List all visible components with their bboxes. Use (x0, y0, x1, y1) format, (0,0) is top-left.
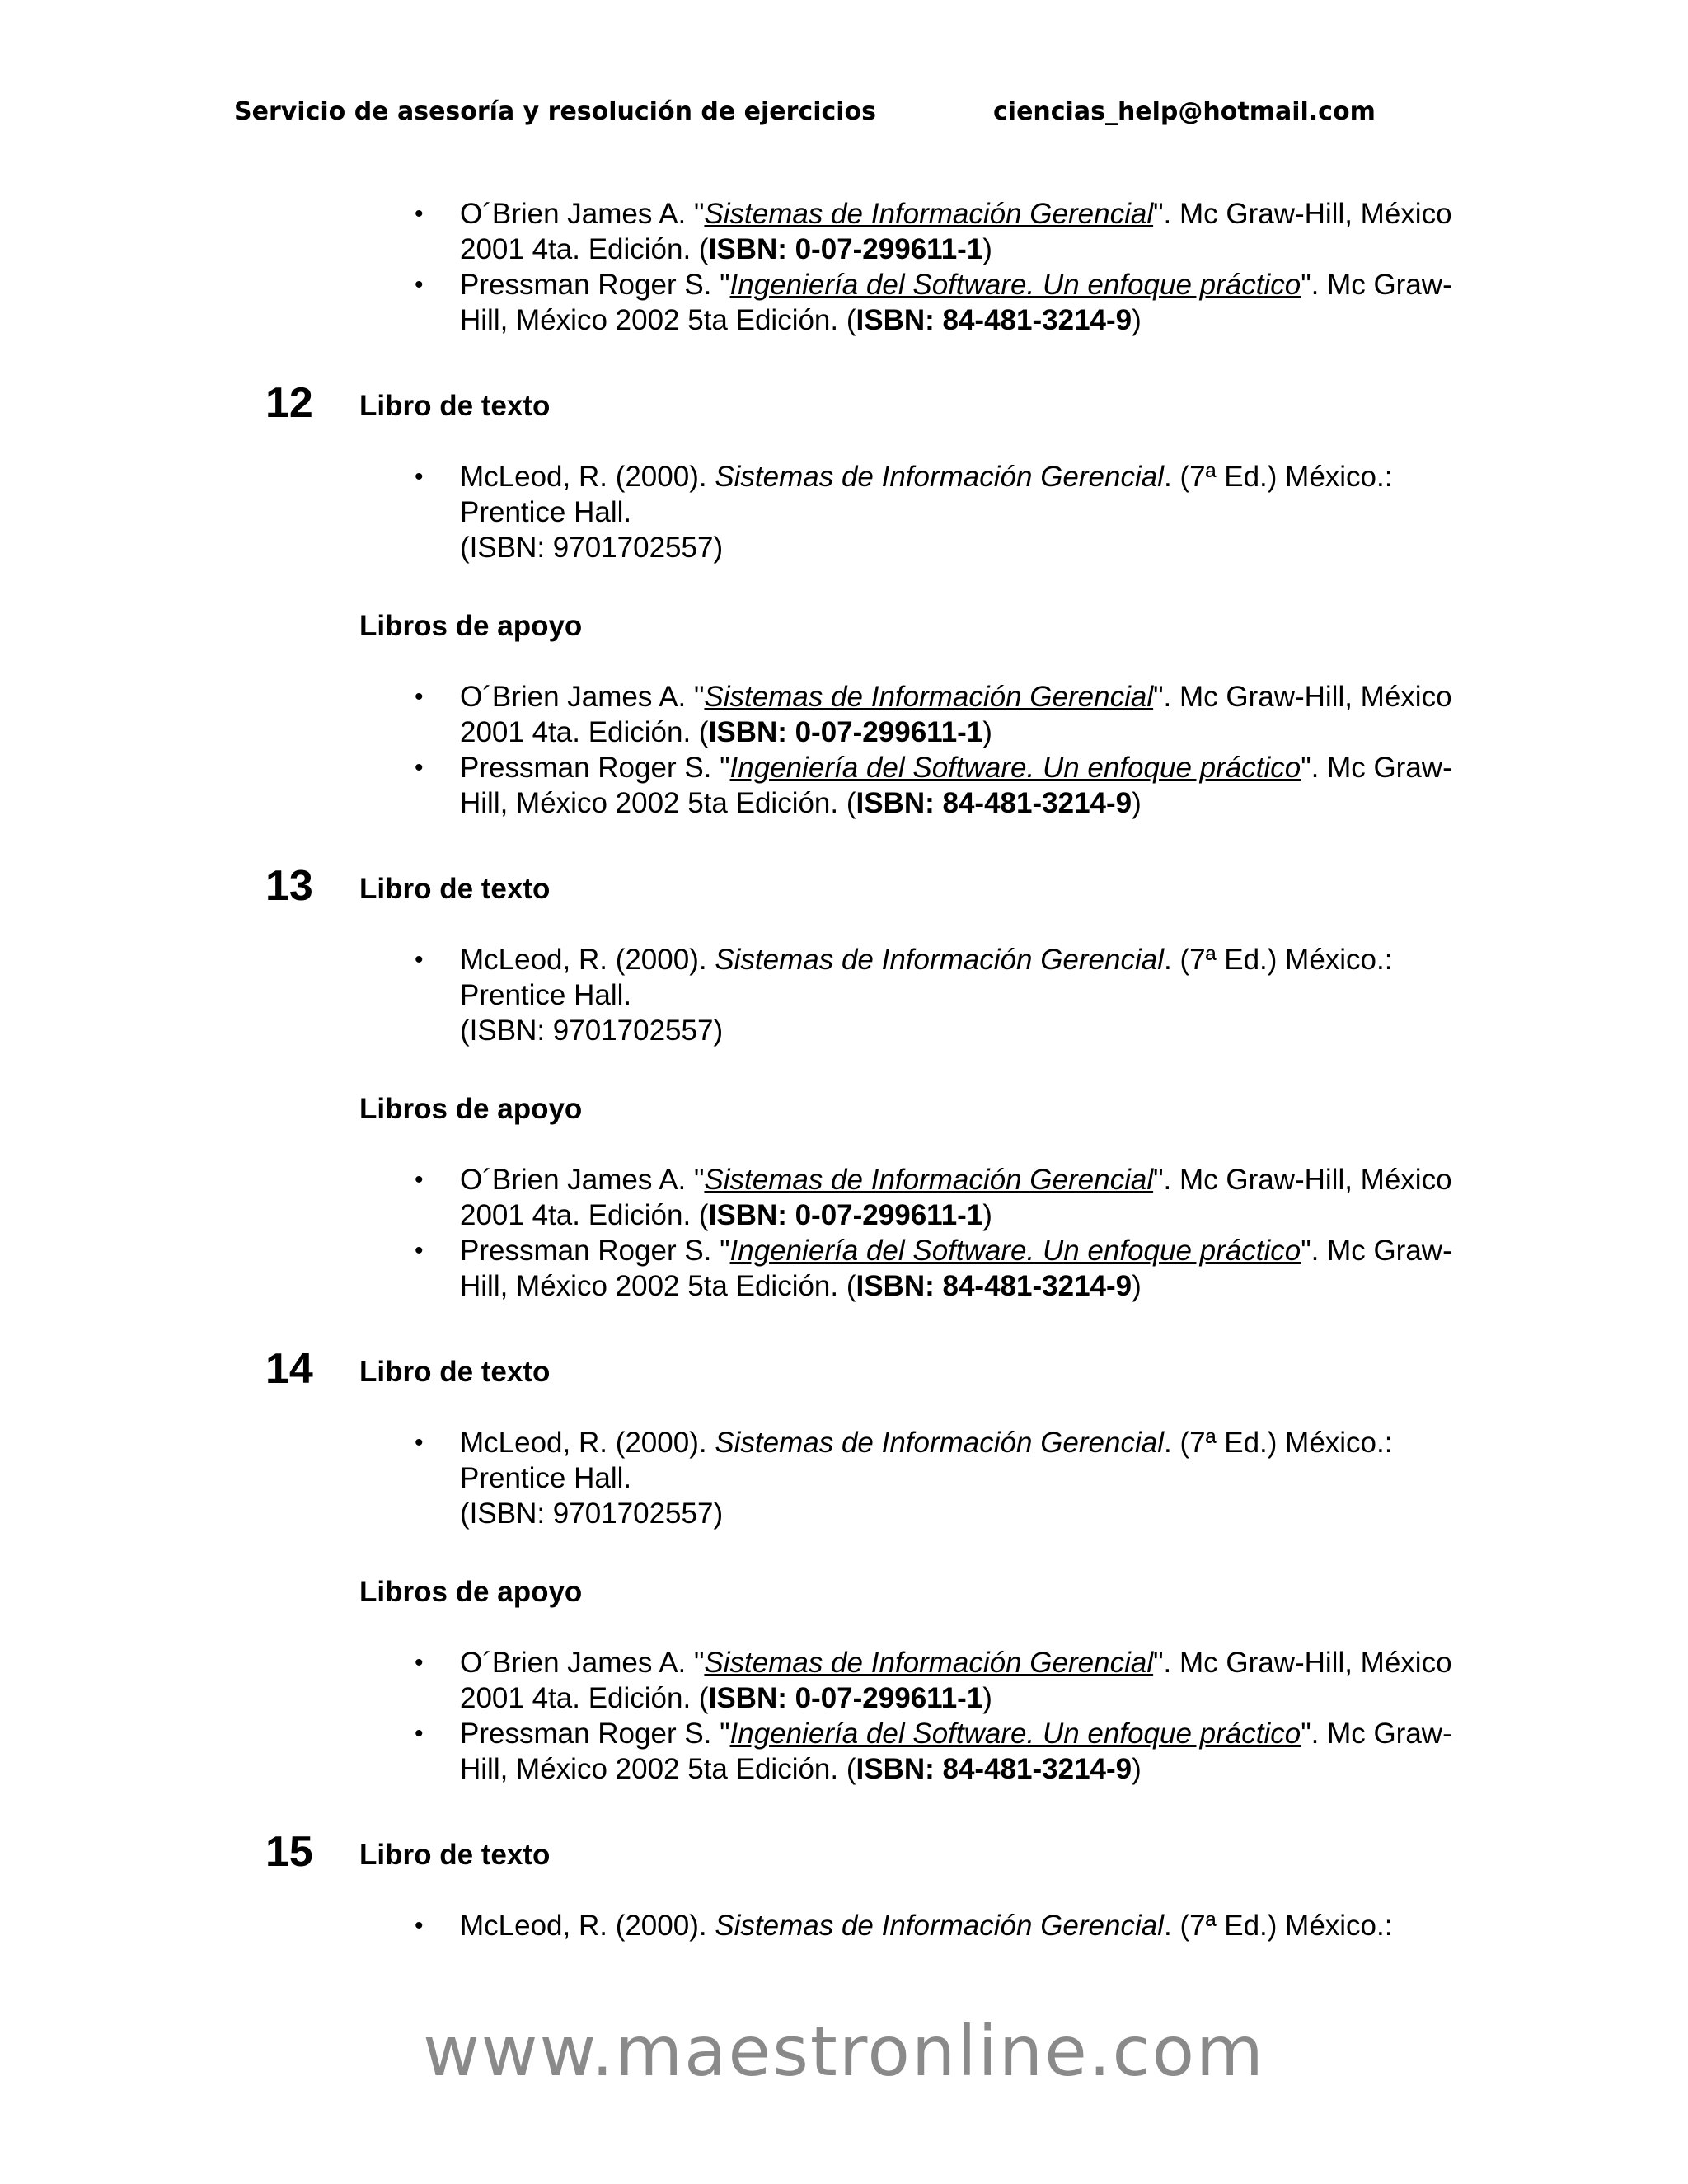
section-12 (0, 379, 1688, 821)
isbn: ISBN: 0-07-299611-1 (708, 716, 983, 748)
isbn: ISBN: 84-481-3214-9 (856, 1753, 1132, 1785)
texto-list (0, 942, 1688, 1048)
book-title: Ingeniería del Software. Un enfoque práctico (729, 269, 1301, 301)
libros-apoyo-heading: Libros de apoyo (359, 610, 583, 642)
apoyo-list (0, 196, 1688, 338)
isbn: ISBN: 84-481-3214-9 (856, 1270, 1132, 1302)
book-title: Sistemas de Información Gerencial (704, 1164, 1154, 1196)
section-number: 14 (265, 1345, 313, 1393)
libro-texto-heading: Libro de texto (359, 1356, 551, 1388)
apoyo-list (0, 1162, 1688, 1304)
section-13 (0, 862, 1688, 1304)
book-title: Sistemas de Información Gerencial (704, 198, 1154, 230)
book-title: Sistemas de Información Gerencial (715, 461, 1164, 493)
isbn: ISBN: 0-07-299611-1 (708, 233, 983, 265)
bullet: • (415, 754, 424, 781)
bullet: • (415, 1649, 424, 1676)
isbn: (ISBN: 9701702557) (460, 532, 724, 564)
section-number: 15 (265, 1828, 313, 1876)
bullet: • (415, 1912, 424, 1939)
apoyo-list (0, 1645, 1688, 1787)
section-number: 12 (265, 379, 313, 427)
header-email: ciencias_help@hotmail.com (993, 97, 1376, 126)
isbn: ISBN: 84-481-3214-9 (856, 304, 1132, 336)
book-title: Sistemas de Información Gerencial (704, 1647, 1154, 1679)
book-title: Sistemas de Información Gerencial (715, 1910, 1164, 1942)
isbn: (ISBN: 9701702557) (460, 1015, 724, 1047)
list-item: • Pressman Roger S. "Ingeniería del Software. Un enfoque práctico". Mc Graw-Hill, México 2002 5ta Edición. (ISBN: 84-481-3214-9) (415, 269, 1452, 336)
isbn: (ISBN: 9701702557) (460, 1497, 724, 1530)
isbn: ISBN: 0-07-299611-1 (708, 1199, 983, 1231)
texto-list (0, 1425, 1688, 1531)
list-item: • O´Brien James A. "Sistemas de Información Gerencial". Mc Graw-Hill, México 2001 4ta. Edición. (ISBN: 0-07-299611-1) (415, 198, 1452, 265)
list-item: • McLeod, R. (2000). Sistemas de Información Gerencial. (7ª Ed.) México.: Prentice Hall. (ISBN: 9701702557) (415, 461, 1393, 564)
bullet: • (415, 1166, 424, 1193)
list-item: • O´Brien James A. "Sistemas de Información Gerencial". Mc Graw-Hill, México 2001 4ta. Edición. (ISBN: 0-07-299611-1) (415, 1647, 1452, 1714)
bullet: • (415, 1237, 424, 1264)
list-item: • O´Brien James A. "Sistemas de Información Gerencial". Mc Graw-Hill, México 2001 4ta. Edición. (ISBN: 0-07-299611-1) (415, 681, 1452, 748)
list-item: • Pressman Roger S. "Ingeniería del Software. Un enfoque práctico". Mc Graw-Hill, México 2002 5ta Edición. (ISBN: 84-481-3214-9) (415, 1235, 1452, 1302)
libro-texto-heading: Libro de texto (359, 873, 551, 905)
list-item: • McLeod, R. (2000). Sistemas de Información Gerencial. (7ª Ed.) México.: (415, 1910, 1393, 1942)
section-number: 13 (265, 862, 313, 910)
bullet: • (415, 946, 424, 973)
list-item: • McLeod, R. (2000). Sistemas de Información Gerencial. (7ª Ed.) México.: Prentice Hall. (ISBN: 9701702557) (415, 944, 1393, 1047)
libro-texto-heading: Libro de texto (359, 1839, 551, 1871)
libro-texto-heading: Libro de texto (359, 390, 551, 422)
libros-apoyo-heading: Libros de apoyo (359, 1576, 583, 1608)
isbn: ISBN: 0-07-299611-1 (708, 1682, 983, 1714)
bullet: • (415, 271, 424, 298)
book-title: Ingeniería del Software. Un enfoque práctico (729, 752, 1301, 784)
bullet: • (415, 463, 424, 490)
footer-watermark: www.maestronline.com (423, 2011, 1265, 2092)
list-item: • McLeod, R. (2000). Sistemas de Información Gerencial. (7ª Ed.) México.: Prentice Hall. (ISBN: 9701702557) (415, 1427, 1393, 1530)
list-item: • Pressman Roger S. "Ingeniería del Software. Un enfoque práctico". Mc Graw-Hill, México 2002 5ta Edición. (ISBN: 84-481-3214-9) (415, 1718, 1452, 1785)
bullet: • (415, 1720, 424, 1747)
list-item: • Pressman Roger S. "Ingeniería del Software. Un enfoque práctico". Mc Graw-Hill, México 2002 5ta Edición. (ISBN: 84-481-3214-9) (415, 752, 1452, 819)
bullet: • (415, 200, 424, 227)
edition-partial: . (7ª Ed.) México.: (1164, 1910, 1393, 1942)
book-title: Sistemas de Información Gerencial (715, 944, 1164, 976)
section-14 (0, 1345, 1688, 1787)
texto-list (0, 1908, 1688, 1943)
bullet: • (415, 1429, 424, 1456)
bullet: • (415, 683, 424, 710)
texto-list (0, 459, 1688, 565)
header-service-text: Servicio de asesoría y resolución de ejercicios (234, 97, 877, 126)
document-body (0, 196, 1688, 1943)
isbn: ISBN: 84-481-3214-9 (856, 787, 1132, 819)
apoyo-list (0, 679, 1688, 821)
book-title: Sistemas de Información Gerencial (715, 1427, 1164, 1459)
book-title: Sistemas de Información Gerencial (704, 681, 1154, 713)
section-15 (0, 1828, 1688, 1943)
libros-apoyo-heading: Libros de apoyo (359, 1093, 583, 1125)
book-title: Ingeniería del Software. Un enfoque práctico (729, 1718, 1301, 1750)
book-title: Ingeniería del Software. Un enfoque práctico (729, 1235, 1301, 1267)
page-header (0, 97, 1688, 138)
list-item: • O´Brien James A. "Sistemas de Información Gerencial". Mc Graw-Hill, México 2001 4ta. Edición. (ISBN: 0-07-299611-1) (415, 1164, 1452, 1231)
